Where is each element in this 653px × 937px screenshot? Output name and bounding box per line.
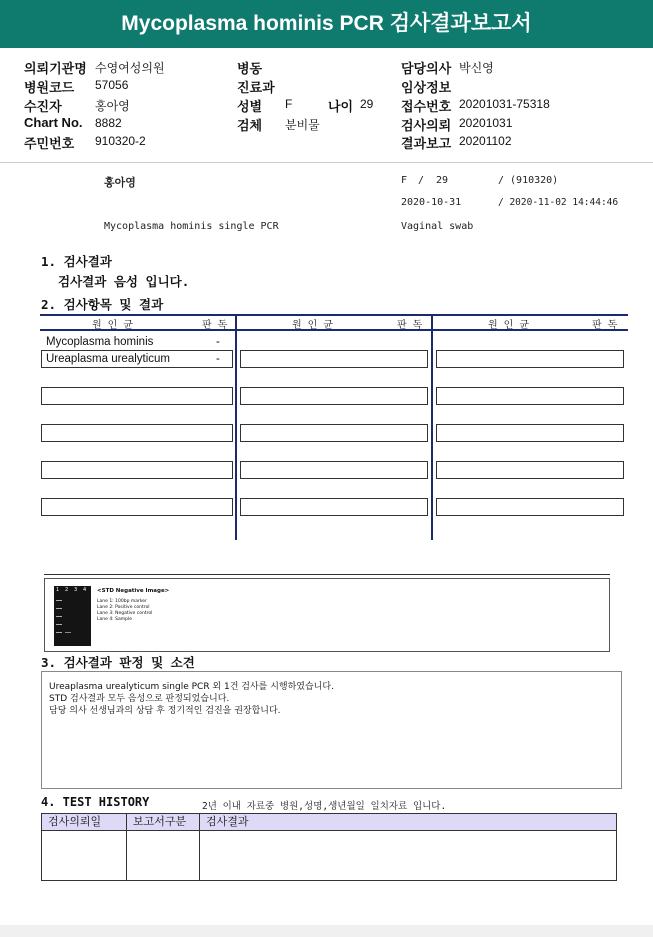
opinion-line: STD 검사결과 모두 음성으로 판정되었습니다.	[49, 694, 230, 704]
gel-band	[56, 624, 62, 625]
gel-band	[65, 632, 71, 633]
report-title: Mycoplasma hominis PCR 검사결과보고서	[0, 0, 653, 48]
gel-title: <STD Negative Image>	[97, 588, 170, 594]
header-value: 분비물	[285, 118, 320, 132]
header-value: 57056	[95, 78, 129, 92]
table-row	[41, 498, 233, 516]
header-value: 8882	[95, 116, 122, 130]
patient-summary	[0, 170, 653, 240]
table-row	[41, 461, 233, 479]
table-row	[436, 498, 624, 516]
header-info	[0, 48, 653, 162]
gel-legend-item: Lane 3: Negative control	[97, 611, 153, 616]
section1-result-text: 검사결과 음성 입니다.	[58, 274, 190, 289]
section2-heading: 2. 검사항목 및 결과	[41, 297, 164, 312]
table-row	[240, 424, 428, 442]
history-col-header: 보고서구분	[126, 813, 200, 831]
gel-legend-item: Lane 2: Positive control	[97, 605, 150, 610]
header-value: 910320-2	[95, 134, 146, 148]
header-label: 병동	[237, 61, 263, 76]
summary-birth: / (910320)	[498, 175, 559, 186]
history-note: 2년 이내 자료중 병원,성명,생년월일 일치자료 입니다.	[202, 801, 447, 812]
history-table	[41, 813, 617, 881]
col-header-result: 판 독	[202, 320, 228, 331]
pathogen-result: -	[216, 336, 220, 348]
header-value: 수영여성의원	[95, 61, 165, 75]
table-row	[41, 387, 233, 405]
gel-lane-label: 4	[83, 587, 87, 593]
section3-heading: 3. 검사결과 판정 및 소견	[41, 655, 195, 670]
gel-band	[56, 608, 62, 609]
summary-separator: /	[418, 175, 425, 186]
col-header-result: 판 독	[592, 320, 618, 331]
header-label: 나이	[328, 99, 354, 114]
gel-legend-item: Lane 4: Sample	[97, 617, 132, 622]
pathogen-result: -	[216, 353, 220, 365]
gel-band	[56, 632, 62, 633]
section1-heading: 1. 검사결과	[41, 254, 112, 269]
gel-band	[56, 600, 62, 601]
table-row	[436, 387, 624, 405]
col-header-pathogen: 원 인 균	[488, 320, 530, 331]
header-label: 진료과	[237, 80, 275, 95]
header-label: 주민번호	[24, 136, 75, 151]
table-row	[41, 424, 233, 442]
header-label: 임상정보	[401, 80, 452, 95]
table-row	[240, 461, 428, 479]
section4-heading: 4. TEST HISTORY	[41, 795, 150, 809]
pathogen-name: Ureaplasma urealyticum	[46, 353, 170, 365]
opinion-line: Ureaplasma urealyticum single PCR 외 1건 검사를 시행하였습니다.	[49, 682, 334, 692]
header-value: 박신영	[459, 61, 494, 75]
table-row	[436, 461, 624, 479]
gel-lane-label: 3	[74, 587, 78, 593]
col-header-pathogen: 원 인 균	[292, 320, 334, 331]
gel-divider	[44, 574, 610, 575]
history-cell	[41, 830, 127, 881]
history-cell	[199, 830, 617, 881]
gel-legend-item: Lane 1: 100bp marker	[97, 599, 147, 604]
table-row	[240, 387, 428, 405]
header-value: 20201102	[459, 134, 512, 148]
header-value: 20201031-75318	[459, 97, 550, 111]
gel-image	[54, 586, 91, 646]
summary-name: 홍아영	[104, 176, 136, 189]
opinion-line: 담당 의사 선생님과의 상담 후 정기적인 검진을 권장합니다.	[49, 706, 281, 716]
header-label: Chart No.	[24, 115, 83, 130]
table-row	[240, 350, 428, 368]
header-label: 검사의뢰	[401, 118, 452, 133]
header-label: 담당의사	[401, 61, 452, 76]
header-value: F	[285, 97, 293, 111]
table-row	[436, 424, 624, 442]
history-col-header: 검사의뢰일	[41, 813, 127, 831]
table-row	[240, 498, 428, 516]
gel-band	[56, 616, 62, 617]
summary-age: 29	[436, 175, 449, 186]
header-label: 수진자	[24, 99, 62, 114]
gel-lane-label: 2	[65, 587, 69, 593]
header-label: 병원코드	[24, 80, 75, 95]
summary-test-name: Mycoplasma hominis single PCR	[104, 221, 279, 232]
header-value: 29	[360, 97, 374, 111]
table-col-divider	[235, 314, 237, 540]
gel-image-box	[44, 578, 610, 652]
header-divider	[0, 162, 653, 163]
table-col-divider	[431, 314, 433, 540]
header-value: 홍아영	[95, 99, 130, 113]
table-row	[436, 350, 624, 368]
gel-lane-label: 1	[56, 587, 60, 593]
opinion-box	[41, 671, 622, 789]
history-cell	[126, 830, 200, 881]
header-label: 결과보고	[401, 136, 452, 151]
header-label: 성별	[237, 99, 263, 114]
col-header-result: 판 독	[397, 320, 423, 331]
summary-received-date: 2020-10-31	[401, 197, 462, 208]
col-header-pathogen: 원 인 균	[92, 320, 134, 331]
summary-reported-date: / 2020-11-02 14:44:46	[498, 197, 619, 208]
results-table	[40, 312, 628, 542]
header-label: 의뢰기관명	[24, 61, 87, 76]
page-bottom-strip	[0, 925, 653, 937]
header-value: 20201031	[459, 116, 513, 130]
history-col-header: 검사결과	[199, 813, 617, 831]
pathogen-name: Mycoplasma hominis	[46, 336, 154, 348]
header-label: 접수번호	[401, 99, 452, 114]
summary-sex: F	[401, 175, 408, 186]
header-label: 검체	[237, 118, 263, 133]
summary-specimen: Vaginal swab	[401, 221, 474, 232]
table-row	[41, 350, 233, 368]
